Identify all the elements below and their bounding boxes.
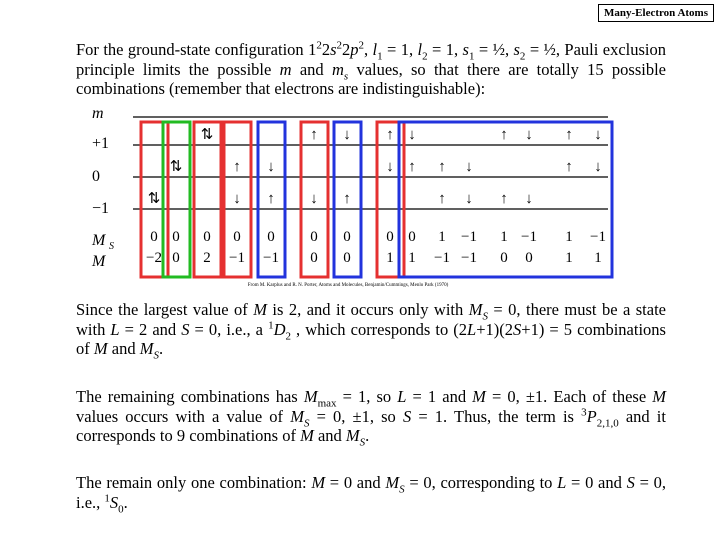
row-label-M: M — [92, 253, 106, 270]
row-label-sub-MS: S — [109, 241, 114, 252]
spin-arrow: ↑ — [233, 159, 241, 175]
spin-arrow: ↓ — [525, 191, 533, 207]
spin-arrow: ↑ — [438, 159, 446, 175]
m-value: 0 — [172, 250, 180, 266]
microstate-table-figure — [78, 104, 616, 290]
m-value: 0 — [500, 250, 508, 266]
ms-value: 0 — [172, 229, 180, 245]
paragraph-1s0-term: The remain only one combination: M = 0 and $M_S = 0$, corresponding to L = 0 and S = 0, i.e., $^1S_0$. — [76, 473, 666, 515]
spin-arrow: ↑ — [267, 191, 275, 207]
ms-value: 0 — [386, 229, 394, 245]
ms-value: −1 — [461, 229, 477, 245]
m-value: 1 — [565, 250, 573, 266]
ms-value: 0 — [343, 229, 351, 245]
figure-credit: From M. Karplus and R. N. Porter, Atoms and Molecules, Benjamin/Cummings, Menlo Park (1970) — [247, 283, 449, 288]
row-label-zero: 0 — [92, 168, 100, 185]
spin-arrow: ↓ — [465, 159, 473, 175]
spin-arrow: ↓ — [408, 127, 416, 143]
intro-paragraph: For the ground-state configuration $1^22s^22p^2$, $l_1 = 1$, $l_2 = 1$, $s_1$ = ½, $s_2$ = ½, Pauli exclusion principle limits the possible m and $m_s$ values, so that there are totally 15 possible combinations (remember that electrons are indistinguishable): — [76, 39, 666, 98]
spin-arrow: ↑ — [310, 127, 318, 143]
paragraph-3p-term: The remaining combinations has $M_{max} = 1$, so L = 1 and M = 0, ±1. Each of these M values occurs with a value of $M_S = 0$, ±1, so S = 1. Thus, the term is $^3P_{2,1,0}$ and it corresponds to 9 combinations of M and $M_S$. — [76, 387, 667, 449]
spin-arrow: ⇅ — [147, 191, 161, 207]
spin-arrow: ↓ — [386, 159, 394, 175]
paragraph-1d2-term: Since the largest value of M is 2, and it occurs only with $M_S = 0$, there must be a state with L = 2 and S = 0, i.e., a $^1D_2$ , which corresponds to (2L+1)(2S+1) = 5 combinations of M and $M_S$. — [76, 300, 666, 362]
m-value: −2 — [146, 250, 162, 266]
row-label-plus1: +1 — [92, 135, 110, 152]
spin-arrow: ↑ — [408, 159, 416, 175]
m-value: 1 — [408, 250, 416, 266]
m-value: −1 — [263, 250, 279, 266]
spin-arrow: ↓ — [343, 127, 351, 143]
spin-arrow: ⇅ — [200, 127, 214, 143]
slide-title: Many-Electron Atoms — [598, 4, 714, 22]
ms-value: 0 — [267, 229, 275, 245]
m-value: 0 — [310, 250, 318, 266]
spin-arrow: ↑ — [500, 191, 508, 207]
ms-value: 1 — [438, 229, 446, 245]
m-value: 1 — [386, 250, 394, 266]
ms-value: 0 — [150, 229, 158, 245]
m-value: −1 — [461, 250, 477, 266]
ms-value: 1 — [565, 229, 573, 245]
spin-arrow: ↑ — [565, 159, 573, 175]
ms-value: −1 — [521, 229, 537, 245]
m-value: −1 — [229, 250, 245, 266]
ms-value: 1 — [500, 229, 508, 245]
m-value: 2 — [203, 250, 211, 266]
spin-arrow: ↓ — [465, 191, 473, 207]
spin-arrow: ↓ — [525, 127, 533, 143]
m-value: 0 — [525, 250, 533, 266]
spin-arrow: ↑ — [500, 127, 508, 143]
ms-value: 0 — [310, 229, 318, 245]
spin-arrow: ↓ — [233, 191, 241, 207]
spin-arrow: ↑ — [565, 127, 573, 143]
row-label-minus1: −1 — [92, 200, 110, 217]
spin-arrow: ↓ — [594, 159, 602, 175]
spin-arrow: ⇅ — [169, 159, 183, 175]
ms-value: 0 — [408, 229, 416, 245]
ms-value: −1 — [590, 229, 606, 245]
spin-arrow: ↓ — [267, 159, 275, 175]
ms-value: 0 — [203, 229, 211, 245]
m-value: 0 — [343, 250, 351, 266]
m-value: −1 — [434, 250, 450, 266]
row-label-MS: M — [92, 232, 106, 249]
spin-arrow: ↓ — [310, 191, 318, 207]
m-value: 1 — [594, 250, 602, 266]
spin-arrow: ↓ — [594, 127, 602, 143]
spin-arrow: ↑ — [438, 191, 446, 207]
spin-arrow: ↑ — [386, 127, 394, 143]
row-label-m: m — [92, 105, 104, 122]
spin-arrow: ↑ — [343, 191, 351, 207]
ms-value: 0 — [233, 229, 241, 245]
